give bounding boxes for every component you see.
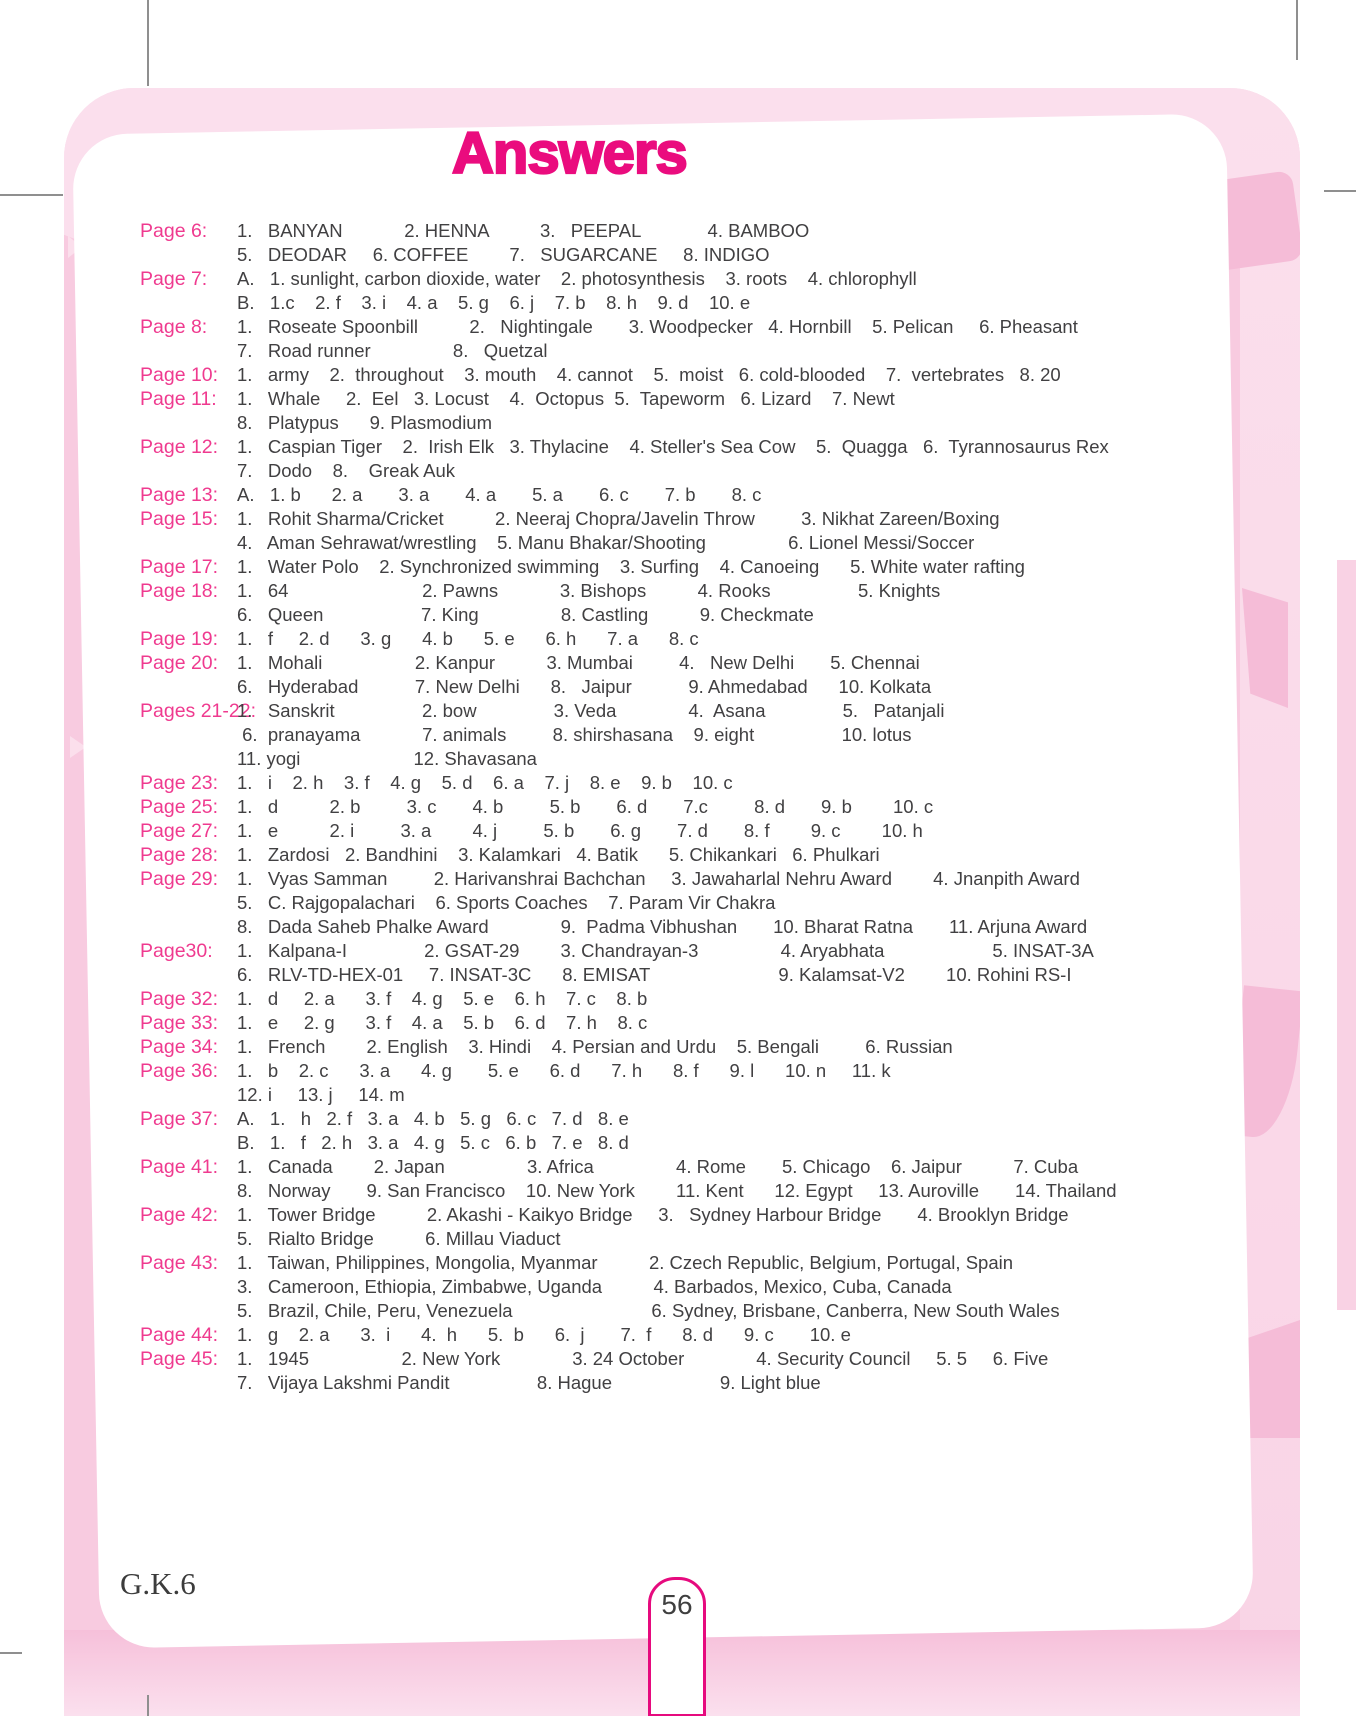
answer-lines (237, 627, 1225, 651)
answer-group (140, 1059, 1225, 1107)
answer-line: 1. Kalpana-I 2. GSAT-29 3. Chandrayan-3 4. Aryabhata 5. INSAT-3A (237, 940, 1094, 961)
answer-group (140, 867, 1225, 939)
answer-group (140, 555, 1225, 579)
page-label: Page 32: (140, 988, 219, 1010)
page-label: Page 17: (140, 556, 219, 578)
answer-group (140, 1155, 1225, 1203)
answer-group (140, 699, 1225, 771)
page-label: Page 18: (140, 580, 219, 602)
answer-lines (237, 867, 1225, 939)
answer-group (140, 483, 1225, 507)
crop-mark (1296, 0, 1298, 60)
answer-line: 1. d 2. a 3. f 4. g 5. e 6. h 7. c 8. b (237, 988, 648, 1009)
page-label: Page 33: (140, 1012, 219, 1034)
answer-line: 1. Zardosi 2. Bandhini 3. Kalamkari 4. Batik 5. Chikankari 6. Phulkari (237, 844, 880, 865)
answer-lines (237, 219, 1225, 267)
answer-line: 1. b 2. c 3. a 4. g 5. e 6. d 7. h 8. f 9. l 10. n 11. k (237, 1060, 891, 1081)
answer-line: B. 1. f 2. h 3. a 4. g 5. c 6. b 7. e 8. d (237, 1132, 629, 1153)
answer-group (140, 627, 1225, 651)
answer-line: 5. Rialto Bridge 6. Millau Viaduct (237, 1228, 561, 1249)
answer-lines (237, 579, 1225, 627)
answer-line: A. 1. h 2. f 3. a 4. b 5. g 6. c 7. d 8. e (237, 1108, 629, 1129)
answer-line: A. 1. b 2. a 3. a 4. a 5. a 6. c 7. b 8. c (237, 484, 762, 505)
page-label: Page 43: (140, 1252, 219, 1274)
answer-lines (237, 267, 1225, 315)
answer-group (140, 1323, 1225, 1347)
answer-lines (237, 939, 1225, 987)
answer-line: 1. Water Polo 2. Synchronized swimming 3. Surfing 4. Canoeing 5. White water rafting (237, 556, 1025, 577)
answer-lines (237, 651, 1225, 699)
page-label: Page 34: (140, 1036, 219, 1058)
page-label: Page 12: (140, 436, 219, 458)
answer-group (140, 267, 1225, 315)
page-label: Page 15: (140, 508, 219, 530)
answer-lines (237, 1035, 1225, 1059)
answer-line: 1. 1945 2. New York 3. 24 October 4. Security Council 5. 5 6. Five (237, 1348, 1049, 1369)
answer-lines (237, 435, 1225, 483)
page-label: Page 25: (140, 796, 219, 818)
page-number: 56 (661, 1589, 693, 1620)
answer-line: 8. Norway 9. San Francisco 10. New York 11. Kent 12. Egypt 13. Auroville 14. Thailand (237, 1180, 1117, 1201)
page-label: Page 11: (140, 388, 217, 410)
book-label: G.K.6 (120, 1566, 196, 1601)
answer-line: 8. Dada Saheb Phalke Award 9. Padma Vibhushan 10. Bharat Ratna 11. Arjuna Award (237, 916, 1088, 937)
answer-lines (237, 483, 1225, 507)
crop-mark (147, 0, 149, 86)
page-number-badge (648, 1577, 706, 1716)
answer-group (140, 1251, 1225, 1323)
answer-group (140, 771, 1225, 795)
answer-lines (237, 699, 1225, 771)
answer-group (140, 1011, 1225, 1035)
answer-line: 1. i 2. h 3. f 4. g 5. d 6. a 7. j 8. e 9. b 10. c (237, 772, 733, 793)
page-title: Answers (452, 121, 687, 186)
answer-lines (237, 363, 1225, 387)
answer-line: A. 1. sunlight, carbon dioxide, water 2. photosynthesis 3. roots 4. chlorophyll (237, 268, 917, 289)
answer-lines (237, 987, 1225, 1011)
answer-line: 1. e 2. i 3. a 4. j 5. b 6. g 7. d 8. f 9. c 10. h (237, 820, 923, 841)
crop-mark (0, 1652, 22, 1654)
answer-group (140, 363, 1225, 387)
answer-line: 7. Vijaya Lakshmi Pandit 8. Hague 9. Light blue (237, 1372, 821, 1393)
answer-line: 5. Brazil, Chile, Peru, Venezuela 6. Sydney, Brisbane, Canberra, New South Wales (237, 1300, 1060, 1321)
page-label: Page 13: (140, 484, 219, 506)
answer-line: 1. Tower Bridge 2. Akashi - Kaikyo Bridge 3. Sydney Harbour Bridge 4. Brooklyn Bridge (237, 1204, 1069, 1225)
page-label: Page 6: (140, 220, 208, 242)
answer-line: 8. Platypus 9. Plasmodium (237, 412, 492, 433)
answer-line: 6. Hyderabad 7. New Delhi 8. Jaipur 9. Ahmedabad 10. Kolkata (237, 676, 932, 697)
answer-group (140, 507, 1225, 555)
answer-group (140, 1107, 1225, 1155)
page-label: Page 27: (140, 820, 219, 842)
page-label: Page30: (140, 940, 213, 962)
page-label: Page 23: (140, 772, 219, 794)
answer-group (140, 219, 1225, 267)
answer-group (140, 939, 1225, 987)
crop-mark (1324, 190, 1356, 192)
page-label: Page 42: (140, 1204, 219, 1226)
page-label: Page 19: (140, 628, 219, 650)
answer-line: 1. Roseate Spoonbill 2. Nightingale 3. Woodpecker 4. Hornbill 5. Pelican 6. Pheasant (237, 316, 1078, 337)
crop-mark (0, 194, 63, 196)
answer-line: 1. d 2. b 3. c 4. b 5. b 6. d 7.c 8. d 9. b 10. c (237, 796, 934, 817)
answer-group (140, 987, 1225, 1011)
answer-line: 3. Cameroon, Ethiopia, Zimbabwe, Uganda 4. Barbados, Mexico, Cuba, Canada (237, 1276, 952, 1297)
page-label: Page 8: (140, 316, 208, 338)
answer-lines (237, 1107, 1225, 1155)
answer-line: 1. g 2. a 3. i 4. h 5. b 6. j 7. f 8. d 9. c 10. e (237, 1324, 851, 1345)
answer-line: 6. Queen 7. King 8. Castling 9. Checkmate (237, 604, 814, 625)
answer-group (140, 435, 1225, 483)
page-label: Page 41: (140, 1156, 219, 1178)
answer-line: 1. French 2. English 3. Hindi 4. Persian and Urdu 5. Bengali 6. Russian (237, 1036, 953, 1057)
answer-line: 12. i 13. j 14. m (237, 1084, 405, 1105)
answer-group (140, 1035, 1225, 1059)
answer-lines (237, 1323, 1225, 1347)
answer-group (140, 819, 1225, 843)
answer-lines (237, 507, 1225, 555)
answer-lines (237, 1203, 1225, 1251)
page-label: Page 28: (140, 844, 219, 866)
answer-group (140, 1203, 1225, 1251)
answer-line: 1. Caspian Tiger 2. Irish Elk 3. Thylacine 4. Steller's Sea Cow 5. Quagga 6. Tyrannosaurus Rex (237, 436, 1109, 457)
answer-lines (237, 771, 1225, 795)
page-label: Page 44: (140, 1324, 219, 1346)
answer-line: 1. 64 2. Pawns 3. Bishops 4. Rooks 5. Knights (237, 580, 941, 601)
answer-line: 1. Rohit Sharma/Cricket 2. Neeraj Chopra/Javelin Throw 3. Nikhat Zareen/Boxing (237, 508, 1000, 529)
answer-group (140, 387, 1225, 435)
answer-lines (237, 555, 1225, 579)
answer-lines (237, 819, 1225, 843)
answer-group (140, 1347, 1225, 1395)
answer-group (140, 843, 1225, 867)
answer-lines (237, 1347, 1225, 1395)
answer-line: 7. Road runner 8. Quetzal (237, 340, 548, 361)
answer-line: 1. army 2. throughout 3. mouth 4. cannot 5. moist 6. cold-blooded 7. vertebrates 8. 20 (237, 364, 1061, 385)
answer-line: 6. pranayama 7. animals 8. shirshasana 9. eight 10. lotus (237, 724, 912, 745)
answer-line: 1. f 2. d 3. g 4. b 5. e 6. h 7. a 8. c (237, 628, 699, 649)
answer-lines (237, 1059, 1225, 1107)
page-label: Pages 21-22: (140, 700, 257, 722)
answer-line: B. 1.c 2. f 3. i 4. a 5. g 6. j 7. b 8. h 9. d 10. e (237, 292, 751, 313)
page-label: Page 36: (140, 1060, 219, 1082)
crop-mark (147, 1695, 149, 1716)
answer-group (140, 651, 1225, 699)
answer-lines (237, 1155, 1225, 1203)
answer-line: 5. C. Rajgopalachari 6. Sports Coaches 7. Param Vir Chakra (237, 892, 776, 913)
answer-line: 1. Vyas Samman 2. Harivanshrai Bachchan 3. Jawaharlal Nehru Award 4. Jnanpith Award (237, 868, 1080, 889)
answer-lines (237, 843, 1225, 867)
answer-line: 11. yogi 12. Shavasana (237, 748, 537, 769)
answer-line: 6. RLV-TD-HEX-01 7. INSAT-3C 8. EMISAT 9. Kalamsat-V2 10. Rohini RS-I (237, 964, 1072, 985)
answer-line: 1. Mohali 2. Kanpur 3. Mumbai 4. New Delhi 5. Chennai (237, 652, 920, 673)
page-label: Page 45: (140, 1348, 219, 1370)
answer-line: 1. Whale 2. Eel 3. Locust 4. Octopus 5. Tapeworm 6. Lizard 7. Newt (237, 388, 895, 409)
answer-line: 7. Dodo 8. Greak Auk (237, 460, 455, 481)
answer-line: 5. DEODAR 6. COFFEE 7. SUGARCANE 8. INDIGO (237, 244, 770, 265)
page-label: Page 29: (140, 868, 219, 890)
answer-group (140, 315, 1225, 363)
page-label: Page 20: (140, 652, 219, 674)
answer-lines (237, 1251, 1225, 1323)
answer-line: 1. Taiwan, Philippines, Mongolia, Myanmar 2. Czech Republic, Belgium, Portugal, Spain (237, 1252, 1014, 1273)
answer-line: 1. Canada 2. Japan 3. Africa 4. Rome 5. Chicago 6. Jaipur 7. Cuba (237, 1156, 1079, 1177)
answer-lines (237, 1011, 1225, 1035)
answer-line: 1. BANYAN 2. HENNA 3. PEEPAL 4. BAMBOO (237, 220, 810, 241)
page-label: Page 10: (140, 364, 219, 386)
answer-group (140, 795, 1225, 819)
answer-group (140, 579, 1225, 627)
page-label: Page 7: (140, 268, 208, 290)
answer-lines (237, 795, 1225, 819)
page-label: Page 37: (140, 1108, 219, 1130)
answer-lines (237, 387, 1225, 435)
answer-line: 1. Sanskrit 2. bow 3. Veda 4. Asana 5. Patanjali (237, 700, 945, 721)
answer-lines (237, 315, 1225, 363)
answers-list (140, 219, 1225, 1395)
answer-line: 1. e 2. g 3. f 4. a 5. b 6. d 7. h 8. c (237, 1012, 648, 1033)
answer-line: 4. Aman Sehrawat/wrestling 5. Manu Bhakar/Shooting 6. Lionel Messi/Soccer (237, 532, 975, 553)
